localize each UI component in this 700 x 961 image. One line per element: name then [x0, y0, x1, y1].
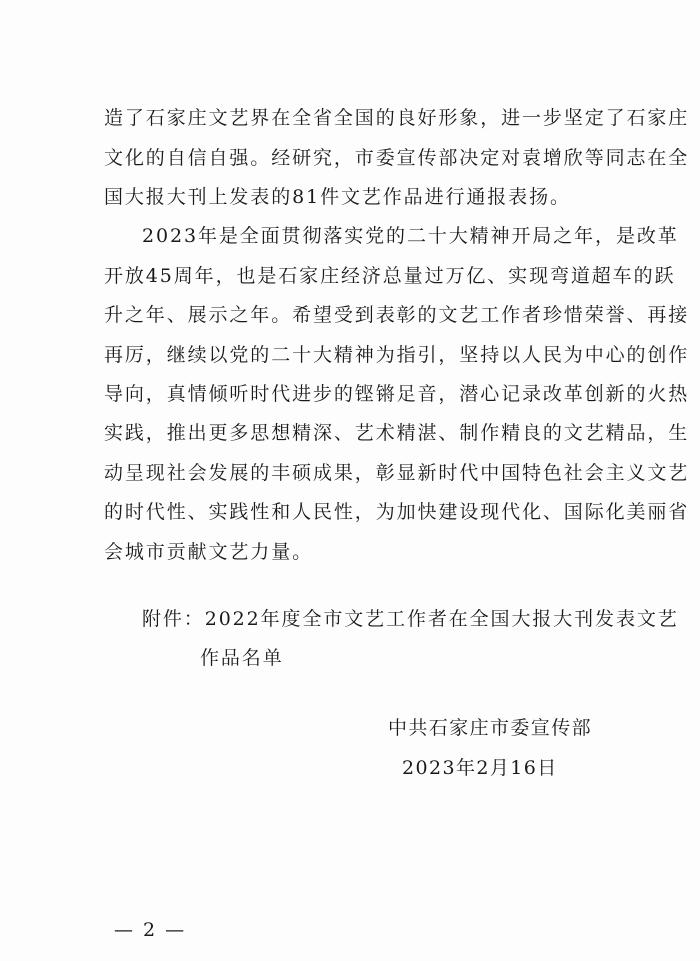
issue-date: 2023年2月16日: [402, 757, 558, 779]
text-line: 2023年是全面贯彻落实党的二十大精神开局之年，是改革: [142, 225, 679, 247]
text-line: 会城市贡献文艺力量。: [104, 541, 314, 563]
text-line: 实践，推出更多思想精深、艺术精湛、制作精良的文艺精品，生: [104, 422, 690, 444]
page-number: — 2 —: [114, 919, 187, 941]
text-line: 动呈现社会发展的丰硕成果，彰显新时代中国特色社会主义文艺: [104, 462, 690, 484]
text-line: 开放45周年，也是石家庄经济总量过万亿、实现弯道超车的跃: [104, 265, 676, 287]
text-line: 的时代性、实践性和人民性，为加快建设现代化、国际化美丽省: [104, 501, 690, 523]
text-line: 升之年、展示之年。希望受到表彰的文艺工作者珍惜荣誉、再接: [104, 304, 690, 326]
text-line: 国大报大刊上发表的81件文艺作品进行通报表扬。: [104, 186, 571, 208]
issuing-organization: 中共石家庄市委宣传部: [388, 717, 593, 739]
attachment-line: 附件：2022年度全市文艺工作者在全国大报大刊发表文艺: [142, 608, 679, 630]
text-line: 造了石家庄文艺界在全省全国的良好形象，进一步坚定了石家庄: [104, 107, 690, 129]
text-line: 再厉，继续以党的二十大精神为指引，坚持以人民为中心的创作: [104, 344, 690, 366]
text-line: 导向，真情倾听时代进步的铿锵足音，潜心记录改革创新的火热: [104, 383, 690, 405]
text-line: 文化的自信自强。经研究，市委宣传部决定对袁增欣等同志在全: [104, 147, 690, 169]
attachment-line: 作品名单: [200, 647, 284, 669]
